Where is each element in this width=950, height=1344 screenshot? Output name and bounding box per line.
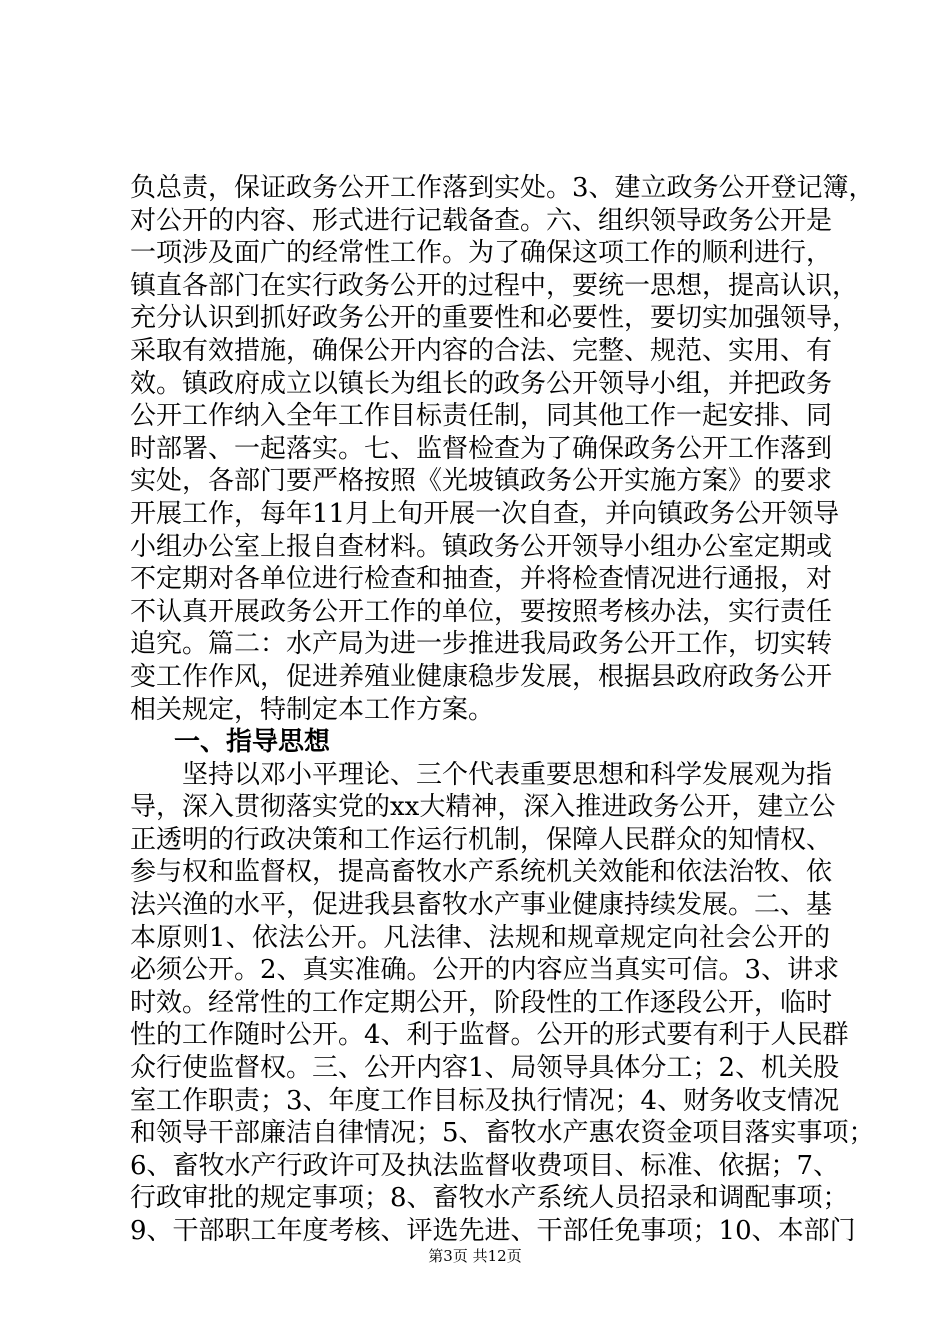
text-line: 效。镇政府成立以镇长为组长的政务公开领导小组，并把政务 <box>130 368 833 399</box>
text-line: 小组办公室上报自查材料。镇政务公开领导小组办公室定期或 <box>130 531 833 562</box>
text-line: 采取有效措施，确保公开内容的合法、完整、规范、实用、有 <box>130 335 833 366</box>
text-line: 参与权和监督权，提高畜牧水产系统机关效能和依法治牧、依 <box>130 857 833 888</box>
text-line: 坚持以邓小平理论、三个代表重要思想和科学发展观为指 <box>182 759 833 790</box>
text-line: 镇直各部门在实行政务公开的过程中，要统一思想，提高认识， <box>130 270 859 301</box>
text-line: 正透明的行政决策和工作运行机制，保障人民群众的知情权、 <box>130 824 833 855</box>
text-line: 变工作作风，促进养殖业健康稳步发展，根据县政府政务公开 <box>130 661 833 692</box>
text-line: 开展工作，每年11月上旬开展一次自查，并向镇政务公开领导 <box>130 498 840 529</box>
text-line: 追究。篇二：水产局为进一步推进我局政务公开工作，切实转 <box>130 629 833 660</box>
text-line: 充分认识到抓好政务公开的重要性和必要性，要切实加强领导， <box>130 303 859 334</box>
text-line: 时效。经常性的工作定期公开，阶段性的工作逐段公开，临时 <box>130 987 833 1018</box>
page-number-footer: 第3页 共12页 <box>428 1247 522 1265</box>
text-line: 必须公开。2、真实准确。公开的内容应当真实可信。3、讲求 <box>130 955 840 986</box>
text-line: 6、畜牧水产行政许可及执法监督收费项目、标准、依据；7、 <box>130 1150 840 1181</box>
text-line: 9、干部职工年度考核、评选先进、干部任免事项；10、本部门 <box>130 1216 856 1246</box>
text-line: 室工作职责；3、年度工作目标及执行情况；4、财务收支情况 <box>130 1085 840 1116</box>
section-heading: 一、指导思想 <box>174 727 331 758</box>
text-line: 公开工作纳入全年工作目标责任制，同其他工作一起安排、同 <box>130 401 833 432</box>
text-line: 和领导干部廉洁自律情况；5、畜牧水产惠农资金项目落实事项； <box>130 1118 875 1149</box>
text-line: 法兴渔的水平，促进我县畜牧水产事业健康持续发展。二、基 <box>130 890 833 921</box>
text-line: 实处，各部门要严格按照《光坡镇政务公开实施方案》的要求 <box>130 466 833 497</box>
text-line: 相关规定，特制定本工作方案。 <box>130 694 495 725</box>
text-line: 导，深入贯彻落实党的xx大精神，深入推进政务公开，建立公 <box>130 792 836 823</box>
text-line: 本原则1、依法公开。凡法律、法规和规章规定向社会公开的 <box>130 922 830 953</box>
text-line: 对公开的内容、形式进行记载备查。六、组织领导政务公开是 <box>130 205 833 236</box>
text-line: 时部署、一起落实。七、监督检查为了确保政务公开工作落到 <box>130 433 833 464</box>
text-line: 负总责，保证政务公开工作落到实处。3、建立政务公开登记簿， <box>130 173 875 203</box>
text-line: 行政审批的规定事项；8、畜牧水产系统人员招录和调配事项； <box>130 1183 849 1214</box>
text-line: 不认真开展政务公开工作的单位，要按照考核办法，实行责任 <box>130 596 833 627</box>
text-line: 不定期对各单位进行检查和抽查，并将检查情况进行通报，对 <box>130 564 833 595</box>
text-line: 众行使监督权。三、公开内容1、局领导具体分工；2、机关股 <box>130 1053 840 1084</box>
document-body <box>130 172 875 1248</box>
text-line: 一项涉及面广的经常性工作。为了确保这项工作的顺利进行， <box>130 238 833 269</box>
text-line: 性的工作随时公开。4、利于监督。公开的形式要有利于人民群 <box>130 1020 849 1051</box>
